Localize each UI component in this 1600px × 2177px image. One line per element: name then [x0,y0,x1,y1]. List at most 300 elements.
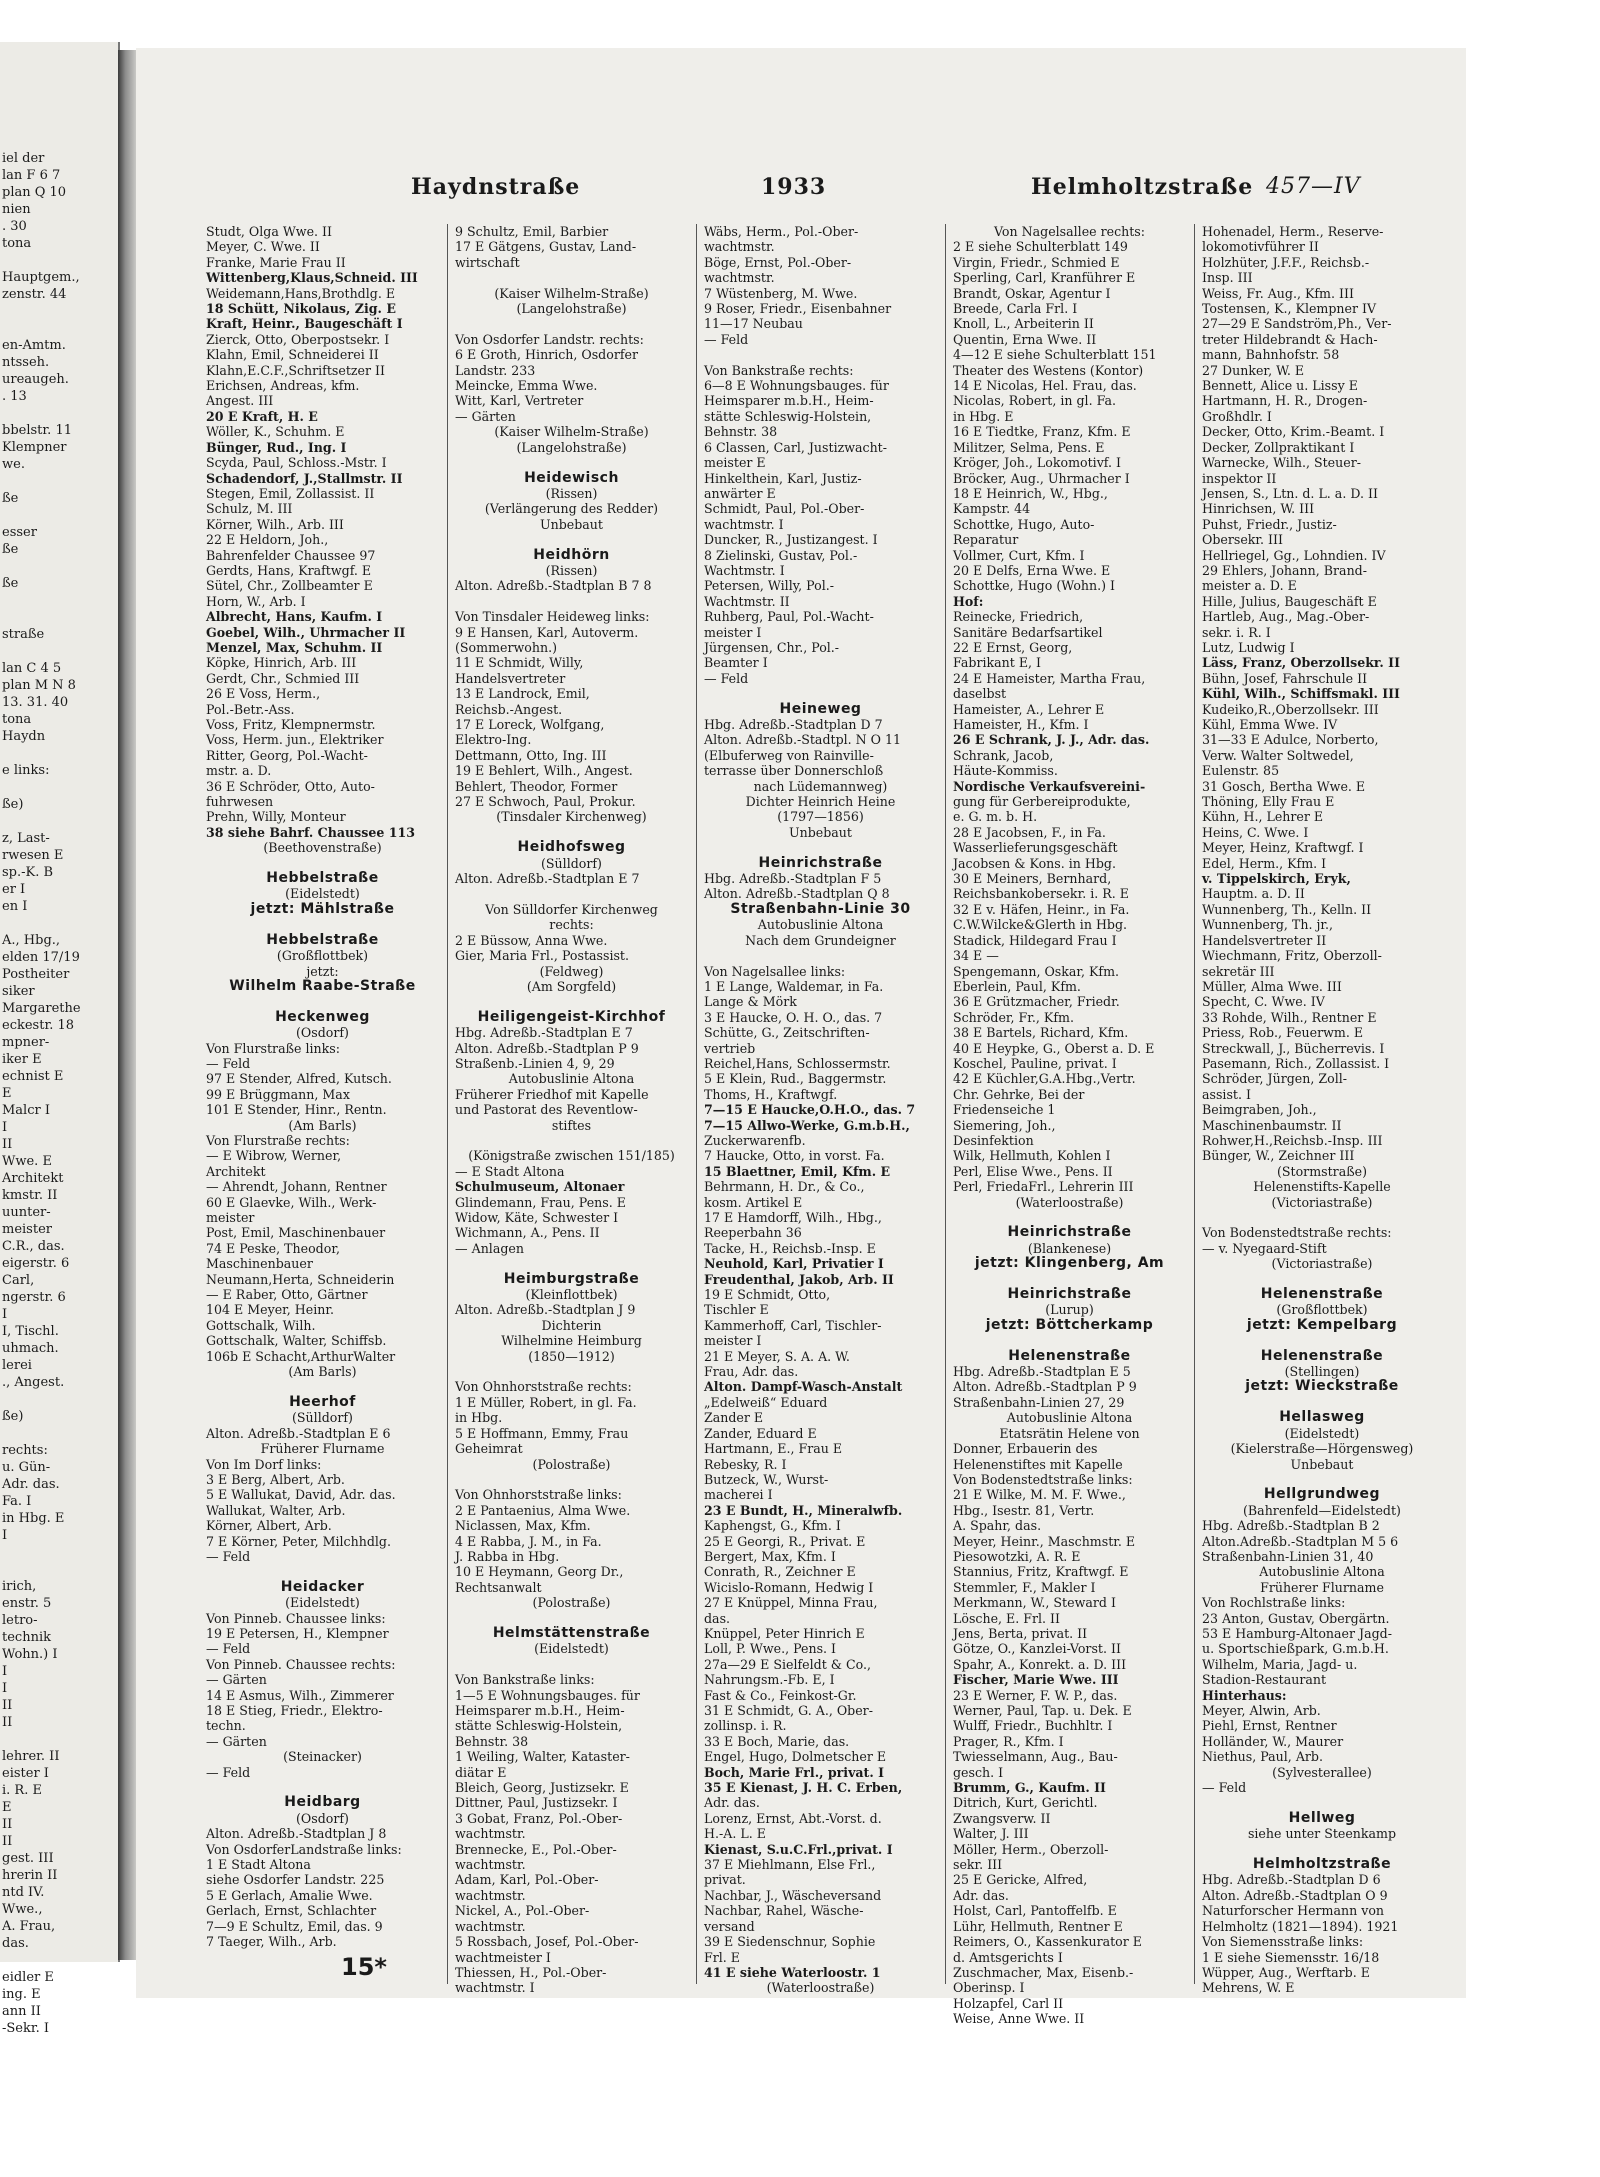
directory-line: 18 E Stieg, Friedr., Elektro- [206,1703,383,1718]
fragment-line: E [2,1800,12,1815]
directory-line: Großhdlr. I [1202,408,1272,424]
directory-line: — E Wibrow, Werner, [206,1148,342,1164]
directory-line: Wüpper, Aug., Werftarb. E [1202,1964,1370,1980]
directory-line: d. Amtsgerichts I [953,1949,1063,1965]
directory-line: Kraft, Heinr., Baugeschäft I [206,316,403,332]
fragment-line: siker [2,984,35,999]
directory-line: Hauptm. a. D. II [1202,886,1305,902]
street-heading: Hellgrundweg [1263,1486,1381,1503]
street-heading: Heimburgstraße [503,1270,640,1287]
fragment-line [0,405,118,422]
directory-line: Von Pinneb. Chaussee rechts: [206,1656,396,1672]
directory-line: (Beethovenstraße) [263,840,382,856]
directory-line: Specht, C. Wwe. IV [1202,994,1325,1010]
street-heading: Helmholtzstraße [1252,1856,1392,1873]
directory-line: Hbg. Adreßb.-Stadtplan D 6 [1202,1872,1381,1888]
directory-line: Möller, Herm., Oberzoll- [953,1841,1109,1857]
directory-line: Knoll, L., Arbeiterin II [953,316,1094,332]
directory-line: Gottschalk, Wilh. [206,1317,316,1333]
directory-line: 15 Blaettner, Emil, Kfm. E [704,1163,891,1179]
fragment-line: eidler E [2,1970,54,1985]
fragment-line: zenstr. 44 [2,287,67,302]
directory-line: (Kleinflottbek) [525,1287,618,1303]
directory-line: (Eidelstedt) [285,886,360,902]
fragment-line: nien [2,202,31,217]
directory-line: Ditrich, Kurt, Gerichtl. [953,1795,1098,1811]
directory-line: Bahrenfelder Chaussee 97 [206,547,376,563]
directory-line: Jacobsen & Kons. in Hbg. [953,855,1116,871]
directory-line [206,917,439,932]
directory-line: 6—8 E Wohnungsbauges. für [704,378,889,394]
fragment-line: lan C 4 5 [2,661,62,676]
directory-line: Prager, R., Kfm. I [953,1733,1064,1749]
fragment-line: Haydn [2,729,46,744]
directory-line: Insp. III [1202,270,1253,286]
directory-line: Voss, Herm. jun., Elektriker [206,732,384,748]
directory-line: 27 E Knüppel, Minna Frau, [704,1595,878,1611]
directory-line: Holländer, W., Maurer [1202,1733,1344,1749]
directory-line: Eulenstr. 85 [1202,763,1280,779]
fragment-line [0,1425,118,1442]
directory-line: Autobuslinie Altona [508,1071,635,1087]
directory-line: Von Flurstraße rechts: [206,1132,350,1148]
directory-line: v. Tippelskirch, Eryk, [1202,871,1351,887]
directory-line: (Elbuferweg von Rainville- [704,747,874,763]
directory-line: 4 E Rabba, J. M., in Fa. [455,1533,602,1549]
street-heading: Heidbarg [284,1794,361,1811]
directory-line: 7—9 E Schultz, Emil, das. 9 [206,1918,383,1934]
directory-line: (Kaiser Wilhelm-Straße) [494,424,649,440]
fragment-line: 13. 31. 40 [2,695,69,710]
directory-line: wachtmstr. [455,1826,526,1842]
directory-line: mstr. a. D. [206,763,272,779]
directory-line: — Gärten [206,1672,267,1688]
directory-line: Perl, Elise Wwe., Pens. II [953,1163,1113,1179]
fragment-line: hrerin II [2,1868,58,1883]
directory-line: Hartmann, E., Frau E [704,1441,843,1457]
directory-line: (Eidelstedt) [1284,1425,1360,1441]
directory-line: 39 E Siedenschnur, Sophie [704,1934,876,1950]
directory-line: 7 Haucke, Otto, in vorst. Fa. [704,1148,885,1164]
directory-line: Wilhelm, Maria, Jagd- u. [1202,1656,1358,1672]
directory-line: Von Nagelsallee rechts: [993,224,1146,239]
directory-line: 27a—29 E Sielfeldt & Co., [704,1656,871,1672]
directory-line: — Gärten [455,408,516,424]
fragment-line: ., Angest. [2,1375,65,1390]
directory-line: Piesowotzki, A. R. E [953,1548,1081,1564]
directory-line: Adr. das. [953,1887,1009,1903]
directory-line: Adam, Karl, Pol.-Ober- [455,1872,599,1888]
directory-line: Fast & Co., Feinkost-Gr. [704,1687,857,1703]
directory-line: Kühl, Emma Wwe. IV [1202,717,1338,732]
directory-line: Bennett, Alice u. Lissy E [1202,378,1358,394]
directory-line: Hartmann, H. R., Drogen- [1202,393,1368,409]
header-street-to: Helmholtzstraße [1031,174,1254,200]
directory-line: Früherer Flurname [260,1441,385,1457]
directory-line: Lutz, Ludwig I [1202,639,1295,655]
fragment-line: ing. E [2,1987,41,2002]
directory-line: Holzhüter, J.F.F., Reichsb.- [1202,254,1370,270]
directory-line: Pol.-Betr.-Ass. [206,701,295,717]
directory-line: 31—33 E Adulce, Norberto, [1202,732,1379,748]
directory-line: Dichterin [541,1317,602,1333]
directory-line: (Osdorf) [296,1025,349,1041]
directory-line: Gottschalk, Walter, Schiffsb. [206,1333,387,1349]
header-page-number: 457—IV [1266,174,1361,199]
directory-line: Autobuslinie Altona [1259,1564,1385,1580]
fragment-line: tona [2,712,32,727]
directory-line: 26 E Schrank, J. J., Adr. das. [953,732,1150,748]
fragment-line [0,1391,118,1408]
fragment-line: rechts: [2,1443,48,1458]
directory-line: Decker, Otto, Krim.-Beamt. I [1202,424,1385,440]
fragment-line: A. Frau, [2,1919,56,1934]
directory-line: Piehl, Ernst, Rentner [1202,1718,1337,1734]
directory-line: daselbst [953,686,1007,702]
fragment-line [0,609,118,626]
page-header [136,174,1466,204]
directory-line: 19 E Petersen, H., Klempner [206,1625,389,1641]
directory-line: (Sülldorf) [541,855,602,871]
directory-line [1202,1842,1442,1857]
directory-line: Kienast, S.u.C.Frl.,privat. I [704,1841,893,1857]
directory-line: 5 Rossbach, Josef, Pol.-Ober- [455,1934,639,1950]
fragment-line [0,745,118,762]
fragment-line: I [2,1664,8,1679]
street-heading: Heidacker [280,1578,365,1595]
directory-line [455,270,688,285]
directory-line: (Am Barls) [288,1364,357,1380]
directory-line: Conrath, R., Zeichner E [704,1564,856,1580]
fragment-line: e links: [2,763,50,778]
directory-line: 5 E Klein, Rud., Baggermstr. [704,1071,887,1087]
directory-line: — Feld [206,1548,251,1564]
directory-line: Duncker, R., Justizangest. I [704,532,878,548]
directory-line: Puhst, Friedr., Justiz- [1202,516,1337,532]
directory-line: Hinkelthein, Karl, Justiz- [704,470,862,486]
page-margin [1466,48,1600,1998]
directory-line: Mehrens, W. E [1202,1980,1295,1996]
directory-line [455,1256,688,1271]
directory-line: Von Bodenstedtstraße links: [953,1471,1133,1487]
directory-line: meister E [704,455,766,471]
fragment-line: Klempner [2,440,67,455]
directory-line: Rohwer,H.,Reichsb.-Insp. III [1202,1132,1383,1148]
directory-line: 53 E Hamburg-Altonaer Jagd- [1202,1625,1392,1641]
directory-line: Früherer Friedhof mit Kapelle [455,1086,649,1102]
directory-line: Tischler E [704,1302,769,1318]
directory-line: Von Siemensstraße links: [1202,1934,1364,1950]
directory-line: Gier, Maria Frl., Postassist. [455,948,629,964]
directory-line: Angest. III [206,393,274,409]
fragment-line: I [2,1681,8,1696]
directory-line: (Königstraße zwischen 151/185) [468,1148,675,1164]
directory-line: meister [206,1210,255,1225]
directory-line: Beimgraben, Joh., [1202,1102,1317,1118]
directory-line: Zierck, Otto, Oberpostsekr. I [206,331,390,347]
directory-line: Nachbar, J., Wäscheversand [704,1887,882,1903]
directory-line: 3 Gobat, Franz, Pol.-Ober- [455,1810,623,1826]
directory-line: Wichmann, A., Pens. II [455,1225,600,1241]
directory-line: gung für Gerbereiprodukte, [953,794,1131,810]
directory-line: Reeperbahn 36 [704,1225,802,1241]
directory-line: Boch, Marie Frl., privat. I [704,1764,885,1780]
directory-line: Behrmann, H. Dr., & Co., [704,1179,865,1195]
fragment-line [0,643,118,660]
directory-line: 31 Gosch, Bertha Wwe. E [1202,778,1366,794]
directory-line: Wäbs, Herm., Pol.-Ober- [704,224,859,239]
directory-line: Behlert, Theodor, Former [455,778,618,794]
street-heading: Heerhof [289,1393,356,1410]
directory-line: Lühr, Hellmuth, Rentner E [953,1918,1123,1934]
directory-line: 27 E Schwoch, Paul, Prokur. [455,794,636,810]
directory-line: Von Flurstraße links: [206,1040,340,1056]
directory-line: (Sommerwohn.) [455,639,557,655]
directory-line: 2 E Pantaenius, Alma Wwe. [455,1502,631,1518]
directory-line: 33 E Boch, Marie, das. [704,1733,850,1749]
directory-line: 19 E Schmidt, Otto, [704,1287,831,1303]
fragment-line: i. R. E [2,1783,42,1798]
directory-line: 38 E Bartels, Richard, Kfm. [953,1025,1129,1041]
directory-line: Voss, Fritz, Klempnermstr. [206,717,376,732]
directory-line: Hameister, H., Kfm. I [953,717,1089,732]
directory-line: 104 E Meyer, Heinr. [206,1302,335,1318]
fragment-line [0,252,118,269]
directory-line: Handelsvertreter II [1202,932,1327,948]
directory-line: Dittner, Paul, Justizsekr. I [455,1795,618,1811]
directory-line: Hille, Julius, Baugeschäft E [1202,593,1377,609]
fragment-line [0,1952,118,1969]
fragment-line: ße) [2,1409,24,1424]
directory-line: Schadendorf, J.,Stallmstr. II [206,470,403,486]
directory-line [455,1611,688,1626]
directory-line: Wallukat, Walter, Arb. [206,1502,346,1518]
directory-line: 19 E Behlert, Wilh., Angest. [455,763,633,779]
directory-line: 25 E Georgi, R., Privat. E [704,1533,866,1549]
directory-line: Zander E [704,1410,764,1426]
directory-line: Ritter, Georg, Pol.-Wacht- [206,747,368,763]
fragment-line: rwesen E [2,848,64,863]
fragment-line: II [2,1715,13,1730]
directory-line: — E Stadt Altona [455,1163,565,1179]
directory-line: (Stellingen) [1284,1364,1360,1380]
directory-line [953,1272,1186,1287]
directory-line: Siemering, Joh., [953,1117,1056,1133]
directory-line: (Großflottbek) [1276,1302,1368,1318]
directory-line: — Feld [206,1641,251,1657]
directory-line: 1 Weiling, Walter, Kataster- [455,1749,630,1765]
directory-line: Jürgensen, Chr., Pol.- [704,639,840,655]
directory-line: (Bahrenfeld—Eidelstedt) [1243,1502,1401,1518]
directory-line: Zuschmacher, Max, Eisenb.- [953,1964,1134,1980]
fragment-line: . 13 [2,389,27,404]
directory-line: 34 E — [953,948,999,964]
directory-line: Von Bodenstedtstraße rechts: [1202,1225,1392,1241]
street-heading: jetzt: Wieckstraße [1245,1378,1399,1395]
directory-line: 11 E Schmidt, Willy, [455,655,584,671]
fragment-line: letro- [2,1613,38,1628]
fragment-line: z, Last- [2,831,50,846]
directory-line: Unbebaut [789,824,852,840]
directory-line: Widow, Käte, Schwester I [455,1210,619,1225]
directory-line: Meyer, Heinr., Maschmstr. E [953,1533,1136,1549]
fragment-line: mpner- [2,1035,50,1050]
directory-line: Knüppel, Peter Hinrich E [704,1625,865,1641]
directory-line: (Feldweg) [539,963,604,979]
directory-line [1202,1333,1442,1348]
directory-line: Wulff, Friedr., Buchhltr. I [953,1718,1113,1734]
directory-line: 7 Taeger, Wilh., Arb. [206,1934,337,1950]
directory-line: 36 E Grützmacher, Friedr. [953,994,1120,1010]
fragment-line [0,1731,118,1748]
directory-line: Dichter Heinrich Heine [745,794,896,810]
directory-line: anwärter E [704,485,776,501]
directory-line: Gerdt, Chr., Schmied III [206,670,360,686]
directory-line: Brandt, Oskar, Agentur I [953,285,1111,301]
directory-line: (Sylvesterallee) [1272,1764,1372,1780]
directory-line: Reichsbankobersekr. i. R. E [953,886,1129,902]
fragment-line: lan F 6 7 [2,168,61,183]
directory-line [455,316,688,331]
directory-line: Donner, Erbauerin des [953,1441,1098,1457]
directory-line: meister I [704,1333,762,1349]
directory-line: Alton. Adreßb.-Stadtplan Q 8 [704,886,890,902]
directory-line: C.W.Wilcke&Glerth in Hbg. [953,917,1128,933]
fragment-line: elden 17/19 [2,950,80,965]
directory-line: Schütte, G., Zeitschriften- [704,1025,870,1041]
directory-line: 99 E Brüggmann, Max [206,1086,350,1102]
directory-line [455,886,688,901]
directory-line: Engel, Hugo, Dolmetscher E [704,1749,887,1765]
directory-line: — Feld [704,331,749,347]
directory-line [455,1364,688,1379]
directory-line: Scyda, Paul, Schloss.-Mstr. I [206,455,387,471]
directory-line [1202,1210,1442,1225]
fragment-line: eister I [2,1766,49,1781]
directory-line: — Feld [1202,1780,1247,1796]
fragment-line: uunter- [2,1205,51,1220]
directory-line: Unbebaut [540,516,603,532]
directory-line: (Steinacker) [283,1749,362,1765]
directory-line: Witt, Karl, Vertreter [455,393,584,409]
fragment-line [0,1544,118,1561]
directory-line: wachtmstr. I [704,516,784,532]
directory-line: Schulz, M. III [206,501,293,517]
directory-line: Hameister, A., Lehrer E [953,701,1105,717]
directory-page [136,48,1466,2027]
directory-line: Alton. Adreßb.-Stadtplan J 9 [455,1302,636,1318]
directory-line: 3 E Haucke, O. H. O., das. 7 [704,1009,883,1025]
directory-line: 9 Schultz, Emil, Barbier [455,224,609,239]
directory-line: Quentin, Erna Wwe. II [953,331,1097,347]
directory-line: 29 Ehlers, Johann, Brand- [1202,562,1367,578]
fragment-line: straße [2,627,45,642]
directory-line: (Polostraße) [532,1456,611,1472]
column-3 [704,224,937,1996]
directory-line: (Tinsdaler Kirchenweg) [496,809,647,825]
directory-line: Breede, Carla Frl. I [953,301,1078,317]
directory-line [206,994,439,1009]
previous-page-fragment [0,42,120,2036]
directory-line: sekr. i. R. I [1202,624,1271,640]
directory-line: Wunnenberg, Th., Kelln. II [1202,901,1372,917]
directory-line: Von Nagelsallee links: [704,963,846,979]
directory-line: Klahn, Emil, Schneiderei II [206,347,379,363]
directory-line: Studt, Olga Wwe. II [206,224,332,239]
directory-line: 2 E siehe Schulterblatt 149 [953,239,1128,255]
directory-line: wachtmstr. I [455,1980,535,1996]
directory-line: stiftes [551,1117,592,1133]
directory-line: Weiss, Fr. Aug., Kfm. III [1202,285,1354,301]
directory-line: 6 E Groth, Hinrich, Osdorfer [455,347,638,363]
directory-line: Twiesselmann, Aug., Bau- [953,1749,1118,1765]
directory-line: Frl. E [704,1949,740,1965]
directory-line: 1 E Lange, Waldemar, in Fa. [704,978,884,994]
directory-line: 20 E Kraft, H. E [206,408,318,424]
directory-line: wachtmstr. [704,270,775,286]
column-1 [206,224,439,1984]
directory-line: Werner, Paul, Tap. u. Dek. E [953,1703,1132,1718]
directory-line: Fischer, Marie Wwe. III [953,1672,1119,1688]
directory-line: Reinecke, Friedrich, [953,609,1084,625]
column-4 [953,224,1186,2027]
fragment-line: u. Gün- [2,1460,51,1475]
directory-line: Brumm, G., Kaufm. II [953,1780,1106,1796]
directory-line: und Pastorat des Reventlow- [455,1102,638,1118]
directory-line: Loll, P. Wwe., Pens. I [704,1641,837,1657]
directory-line [206,856,439,871]
fragment-line: in Hbg. E [2,1511,65,1526]
directory-line: 106b E Schacht,ArthurWalter [206,1348,396,1364]
directory-line: Wasserlieferungsgeschäft [953,840,1118,856]
directory-line: Hinrichsen, W. III [1202,501,1315,517]
directory-line: Gerlach, Ernst, Schlachter [206,1903,377,1919]
fragment-line [0,558,118,575]
street-heading: Heinrichstraße [758,854,883,871]
directory-line: Streckwall, J., Bücherrevis. I [1202,1040,1385,1056]
fragment-line: Architekt [2,1171,64,1186]
directory-line: Koschel, Pauline, privat. I [953,1055,1117,1071]
directory-line: Heimsparer m.b.H., Heim- [455,1703,625,1718]
fragment-line: das. [2,1936,29,1951]
directory-line: Jens, Berta, privat. II [953,1625,1088,1641]
directory-line: — Feld [704,670,749,686]
directory-line: Kühn, H., Lehrer E [1202,809,1324,825]
directory-line: 13 E Landrock, Emil, [455,686,590,702]
directory-line: Sperling, Carl, Kranführer E [953,270,1136,286]
fragment-line: technik [2,1630,51,1645]
directory-line: Sanitäre Bedarfsartikel [953,624,1103,640]
directory-line: 101 E Stender, Hinr., Rentn. [206,1102,387,1118]
directory-line: 17 E Gätgens, Gustav, Land- [455,239,637,255]
directory-line: gesch. I [953,1764,1004,1780]
directory-line: 27 Dunker, W. E [1202,362,1305,378]
directory-line: stätte Schleswig-Holstein, [455,1718,623,1734]
directory-line: Lorenz, Ernst, Abt.-Vorst. d. [704,1810,882,1826]
directory-line: Nordische Verkaufsvereini- [953,778,1146,794]
street-heading: Hebbelstraße [266,870,379,887]
fragment-line: en-Amtm. [2,338,66,353]
directory-line: Fabrikant E, I [953,655,1041,671]
directory-line: Von Ohnhorststraße rechts: [455,1379,632,1395]
directory-line: Früherer Flurname [1260,1579,1384,1595]
directory-line: Nachbar, Rahel, Wäsche- [704,1903,864,1919]
directory-line: 37 E Miehlmann, Else Frl., [704,1857,876,1873]
directory-line: Menzel, Max, Schuhm. II [206,639,383,655]
directory-line: 7—15 E Haucke,O.H.O., das. 7 [704,1102,916,1118]
directory-line: Neuhold, Karl, Privatier I [704,1256,884,1272]
directory-line: 36 E Schröder, Otto, Auto- [206,778,375,794]
